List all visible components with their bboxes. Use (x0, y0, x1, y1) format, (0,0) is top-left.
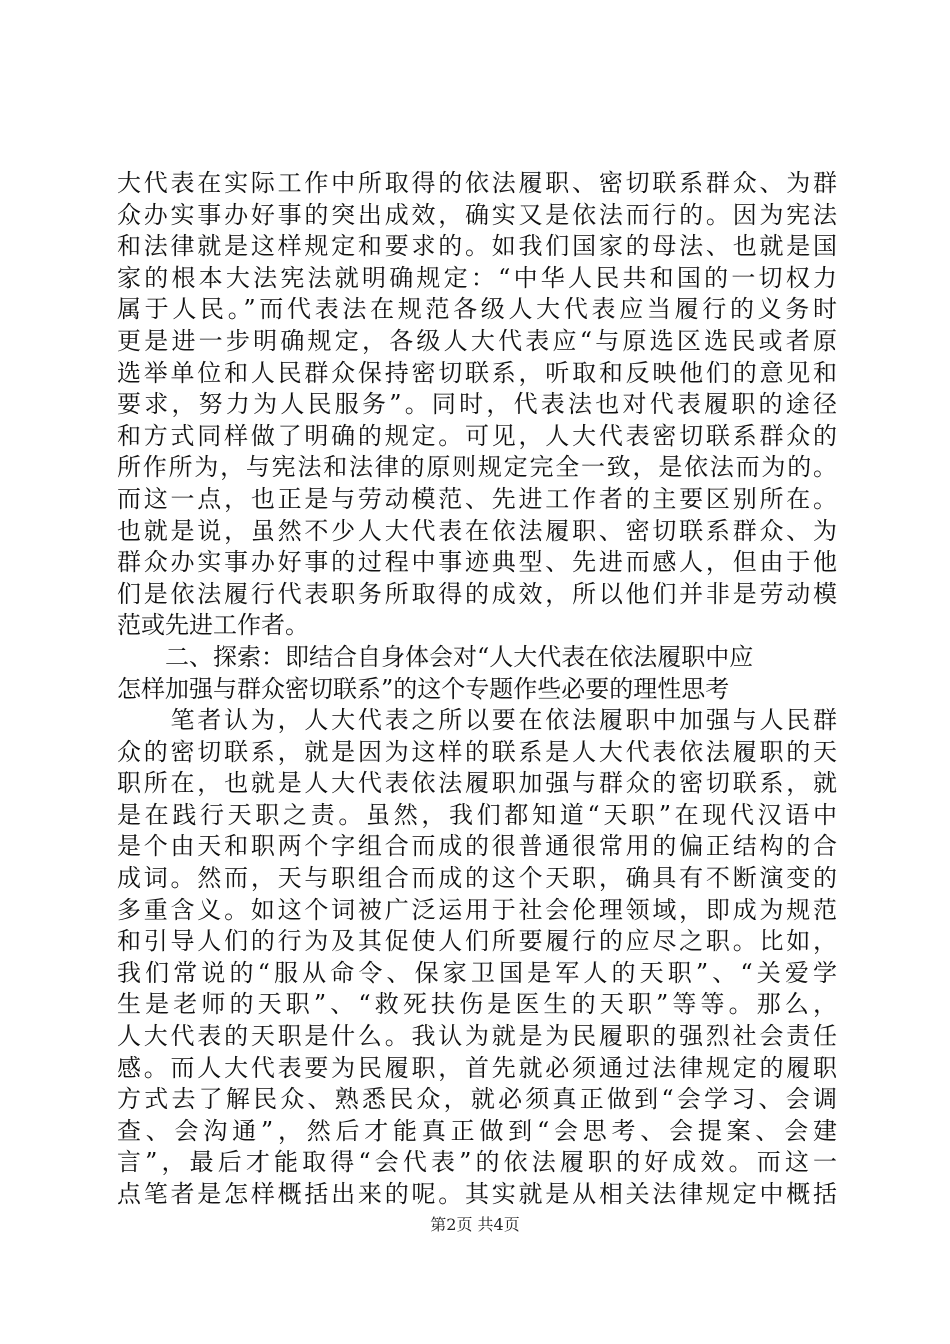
text-line: 和方式同样做了明确的规定。可见，人大代表密切联系群众的 (117, 421, 837, 450)
text-line: 多重含义。如这个词被广泛运用于社会伦理领域，即成为规范 (117, 895, 837, 924)
text-line: 人大代表的天职是什么。我认为就是为民履职的强烈社会责任 (117, 1022, 837, 1051)
text-line: 大代表在实际工作中所取得的依法履职、密切联系群众、为群 (117, 169, 837, 197)
text-line: 和法律就是这样规定和要求的。如我们国家的母法、也就是国 (117, 232, 837, 261)
text-line: 们是依法履行代表职务所取得的成效，所以他们并非是劳动模 (117, 579, 837, 608)
text-line: 成词。然而，天与职组合而成的这个天职，确具有不断演变的 (117, 864, 837, 893)
text-line: 查、会沟通”，然后才能真正做到“会思考、会提案、会建 (117, 1116, 837, 1145)
text-line: 感。而人大代表要为民履职，首先就必须通过法律规定的履职 (117, 1053, 837, 1082)
text-line: 众的密切联系，就是因为这样的联系是人大代表依法履职的天 (117, 737, 837, 766)
section-heading-line: 二、探索：即结合自身体会对“人大代表在依法履职中应 (117, 642, 754, 671)
text-line: 职所在，也就是人大代表依法履职加强与群众的密切联系，就 (117, 769, 837, 798)
text-line: 言”，最后才能取得“会代表”的依法履职的好成效。而这一 (117, 1148, 837, 1177)
text-line: 笔者认为，人大代表之所以要在依法履职中加强与人民群 (117, 706, 837, 735)
text-line: 更是进一步明确规定，各级人大代表应“与原选区选民或者原 (117, 326, 837, 355)
text-line: 点笔者是怎样概括出来的呢。其实就是从相关法律规定中概括 (117, 1180, 837, 1208)
text-line: 群众办实事办好事的过程中事迹典型、先进而感人，但由于他 (117, 548, 837, 577)
section-heading-line: 怎样加强与群众密切联系”的这个专题作些必要的理性思考 (117, 674, 730, 703)
page-number-footer: 第2页 共4页 (430, 1215, 520, 1234)
text-line: 所作所为，与宪法和法律的原则规定完全一致，是依法而为的。 (117, 453, 837, 482)
text-line: 是在践行天职之责。虽然，我们都知道“天职”在现代汉语中 (117, 800, 837, 829)
text-line: 要求，努力为人民服务”。同时，代表法也对代表履职的途径 (117, 390, 837, 419)
text-line: 我们常说的“服从命令、保家卫国是军人的天职”、“关爱学 (117, 958, 837, 987)
text-line: 和引导人们的行为及其促使人们所要履行的应尽之职。比如， (117, 927, 837, 956)
text-line: 范或先进工作者。 (117, 611, 309, 640)
text-line: 众办实事办好事的突出成效，确实又是依法而行的。因为宪法 (117, 200, 837, 229)
text-line: 属于人民。”而代表法在规范各级人大代表应当履行的义务时 (117, 295, 837, 324)
text-line: 家的根本大法宪法就明确规定：“中华人民共和国的一切权力 (117, 263, 837, 292)
text-line: 也就是说，虽然不少人大代表在依法履职、密切联系群众、为 (117, 516, 837, 545)
text-line: 是个由天和职两个字组合而成的很普通很常用的偏正结构的合 (117, 832, 837, 861)
text-line: 方式去了解民众、熟悉民众，就必须真正做到“会学习、会调 (117, 1085, 837, 1114)
text-line: 而这一点，也正是与劳动模范、先进工作者的主要区别所在。 (117, 484, 837, 513)
text-line: 生是老师的天职”、“救死扶伤是医生的天职”等等。那么， (117, 990, 837, 1019)
text-line: 选举单位和人民群众保持密切联系，听取和反映他们的意见和 (117, 358, 837, 387)
body-text (117, 168, 837, 1211)
